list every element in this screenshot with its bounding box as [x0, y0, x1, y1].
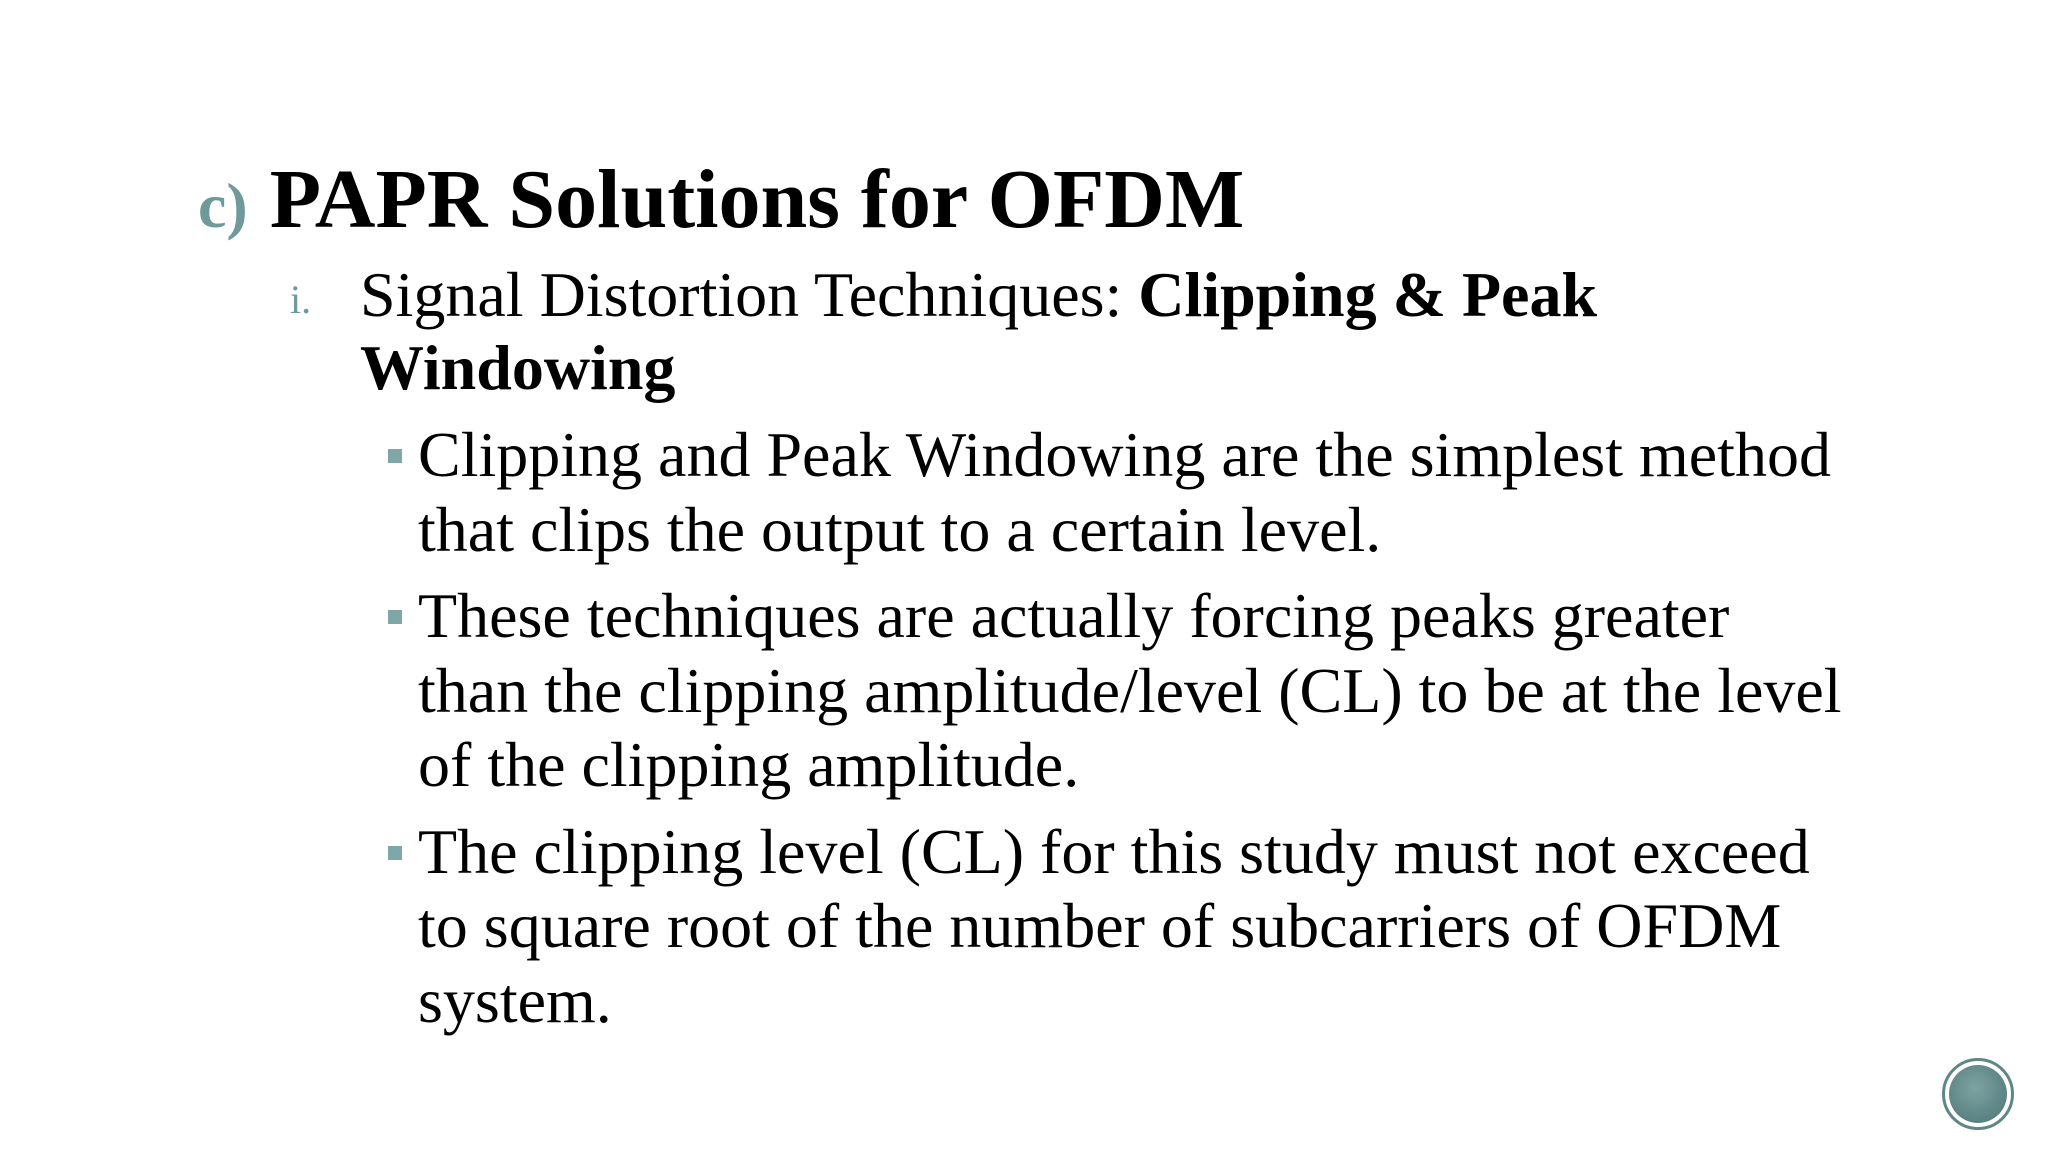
slide-title: PAPR Solutions for OFDM: [269, 153, 1245, 246]
slide-heading: [198, 148, 1244, 252]
list-item: [384, 579, 1854, 803]
bullet-text: The clipping level (CL) for this study must not exceed to square root of the number of subcarriers of OFDM system.: [418, 815, 1810, 1036]
list-item: [384, 815, 1854, 1039]
subsection-marker: i.: [290, 277, 312, 322]
bullet-list: [384, 418, 1854, 1050]
heading-marker: c): [198, 170, 248, 241]
square-bullet-icon: [388, 610, 402, 624]
bullet-text: These techniques are actually forcing peaks greater than the clipping amplitude/level (CL) to be at the level of the clipping amplitude.: [418, 580, 1842, 800]
square-bullet-icon: [388, 449, 402, 463]
circle-icon: [1949, 1065, 2007, 1123]
subsection-text-bold: Clipping & Peak Windowing: [360, 259, 1598, 403]
bullet-text: Clipping and Peak Windowing are the simplest method that clips the output to a certain level.: [418, 419, 1831, 565]
subsection-text-prefix: Signal Distortion Techniques:: [360, 259, 1139, 330]
square-bullet-icon: [388, 846, 402, 860]
list-item: [384, 418, 1854, 567]
slide-nav-button[interactable]: [1942, 1058, 2014, 1130]
subsection-text: [360, 258, 1780, 404]
